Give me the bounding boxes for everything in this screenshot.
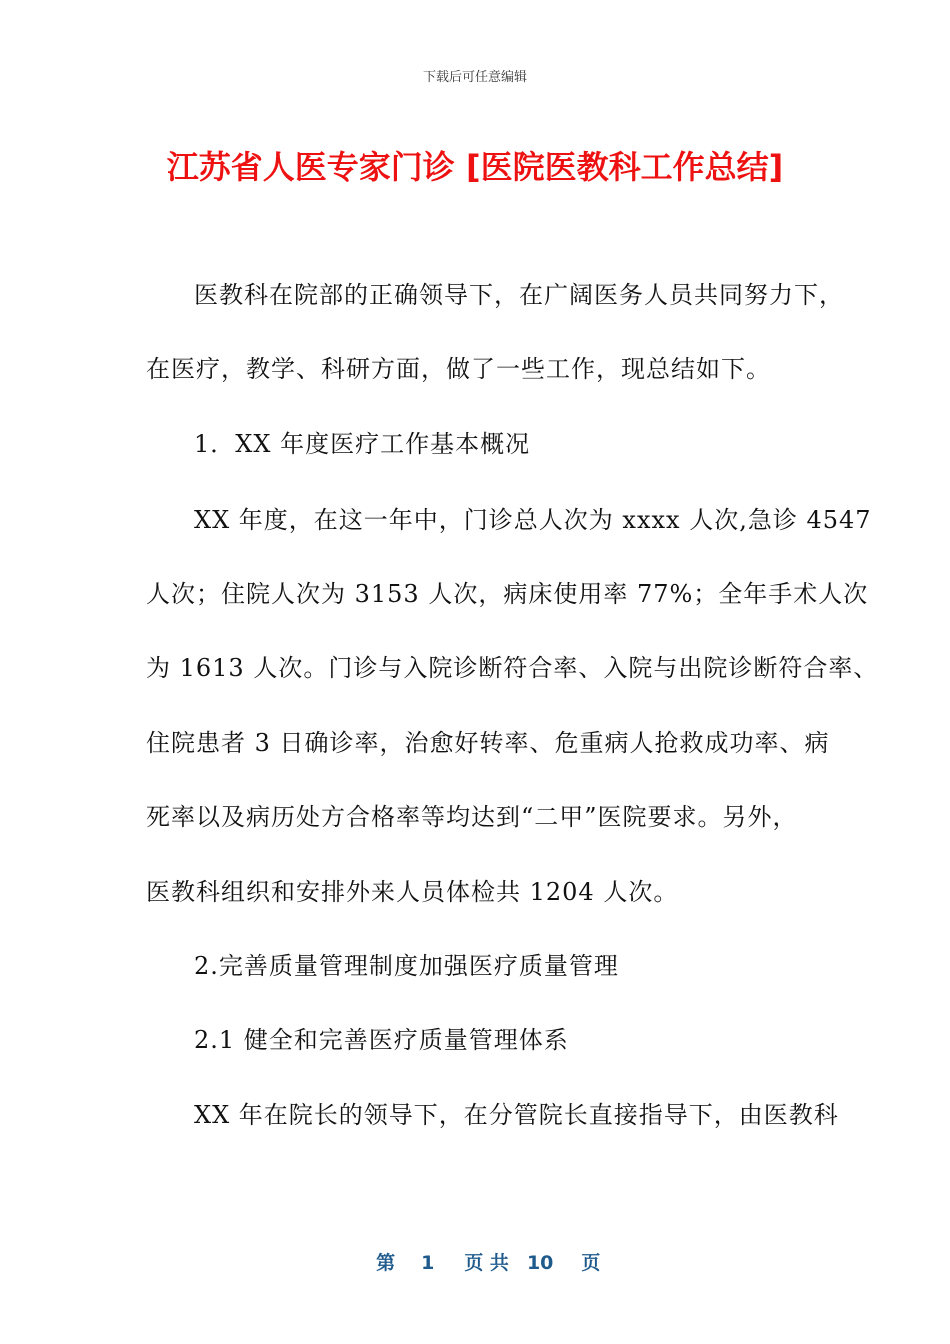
footer-current-page: 1: [421, 1252, 435, 1274]
paragraph-line: 住院患者 3 日确诊率，治愈好转率、危重病人抢救成功率、病: [146, 729, 830, 757]
section-heading: 1．XX 年度医疗工作基本概况: [194, 430, 531, 458]
footer-page-prefix: 第: [376, 1252, 396, 1274]
paragraph-line: 医教科组织和安排外来人员体检共 1204 人次。: [146, 878, 679, 906]
section-heading: 2.完善质量管理制度加强医疗质量管理: [194, 952, 619, 980]
document-title: 江苏省人医专家门诊 [医院医教科工作总结]: [166, 148, 784, 186]
paragraph-line: 人次；住院人次为 3153 人次，病床使用率 77%；全年手术人次: [146, 580, 869, 608]
footer-page-suffix: 页: [581, 1252, 601, 1274]
subsection-heading: 2.1 健全和完善医疗质量管理体系: [194, 1026, 569, 1054]
footer-page-mid: 页 共: [464, 1252, 509, 1274]
footer-total-pages: 10: [526, 1252, 554, 1274]
paragraph-line: 在医疗，教学、科研方面，做了一些工作，现总结如下。: [146, 355, 771, 383]
paragraph-line: 死率以及病历处方合格率等均达到“二甲”医院要求。另外，: [146, 803, 798, 831]
paragraph-line: 医教科在院部的正确领导下，在广阔医务人员共同努力下，: [194, 281, 844, 309]
paragraph-line: XX 年在院长的领导下，在分管院长直接指导下，由医教科: [194, 1101, 839, 1129]
page-footer: [0, 1226, 950, 1297]
header-note: 下载后可任意编辑: [422, 70, 527, 85]
paragraph-line: 为 1613 人次。门诊与入院诊断符合率、入院与出院诊断符合率、: [146, 654, 879, 682]
paragraph-line: XX 年度，在这一年中，门诊总人次为 xxxx 人次,急诊 4547: [194, 506, 872, 534]
